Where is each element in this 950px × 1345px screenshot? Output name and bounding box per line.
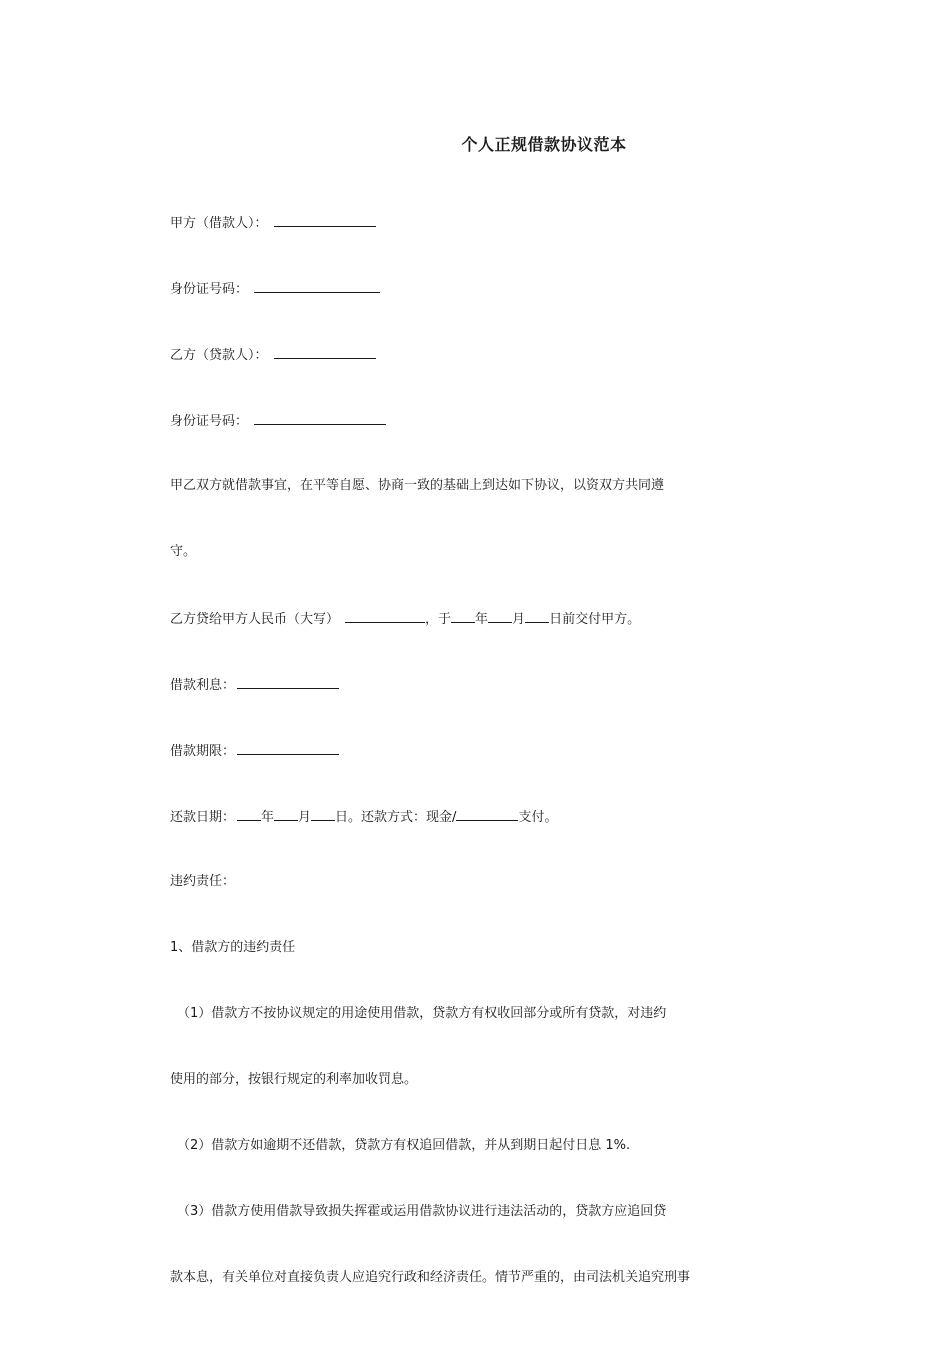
intro-line-1: 甲乙双方就借款事宜，在平等自愿、协商一致的基础上到达如下协议，以资双方共同遵 [170,478,665,493]
loan-month-label: 月 [512,612,526,627]
loan-month-blank [488,609,512,623]
loan-text-2: ，于 [425,612,452,627]
term-blank [237,741,339,755]
loan-text-3: 日前交付甲方。 [549,612,641,627]
repay-method-label: 日。还款方式：现金/ [335,810,457,825]
interest-blank [237,675,339,689]
intro-line-2: 守。 [170,544,197,559]
lender-line [170,345,376,365]
lender-id-blank [254,411,386,425]
repay-label: 还款日期： [170,810,236,825]
term-label: 借款期限： [170,744,236,759]
breach-item-1: 1、借款方的违约责任 [170,940,296,955]
clause-3-line-1: （3）借款方使用借款导致损失挥霍或运用借款协议进行违法活动的，贷款方应追回贷 [177,1204,667,1219]
repay-year-label: 年 [261,810,275,825]
loan-text-1: 乙方贷给甲方人民币（大写） [170,612,340,627]
repay-day-blank [311,807,335,821]
loan-day-blank [525,609,549,623]
repay-month-label: 月 [298,810,312,825]
repay-end-label: 支付。 [518,810,558,825]
repay-month-blank [274,807,298,821]
breach-heading: 违约责任： [170,874,236,889]
lender-id-line [170,411,386,431]
lender-label: 乙方（贷款人）： [170,348,268,363]
clause-1-line-2: 使用的部分，按银行规定的利率加收罚息。 [170,1072,418,1087]
repay-line [170,807,557,827]
repay-year-blank [237,807,261,821]
interest-label: 借款利息： [170,678,236,693]
borrower-blank [274,213,376,227]
lender-blank [274,345,376,359]
term-line [170,741,339,761]
repay-method-blank [456,807,518,821]
borrower-id-label: 身份证号码： [170,282,249,297]
document-title: 个人正规借款协议范本 [461,135,627,154]
interest-line [170,675,339,695]
borrower-id-blank [254,279,380,293]
loan-amount-line [170,609,640,629]
loan-year-blank [451,609,475,623]
borrower-label: 甲方（借款人）： [170,216,268,231]
borrower-line [170,213,376,233]
loan-year-label: 年 [475,612,489,627]
clause-2: （2）借款方如逾期不还借款，贷款方有权追回借款，并从到期日起付日息 1%. [177,1138,631,1153]
borrower-id-line [170,279,380,299]
lender-id-label: 身份证号码： [170,414,249,429]
clause-1-line-1: （1）借款方不按协议规定的用途使用借款，贷款方有权收回部分或所有贷款，对违约 [177,1006,667,1021]
loan-amount-blank [345,609,425,623]
clause-3-line-2: 款本息，有关单位对直接负责人应追究行政和经济责任。情节严重的，由司法机关追究刑事 [170,1270,691,1285]
